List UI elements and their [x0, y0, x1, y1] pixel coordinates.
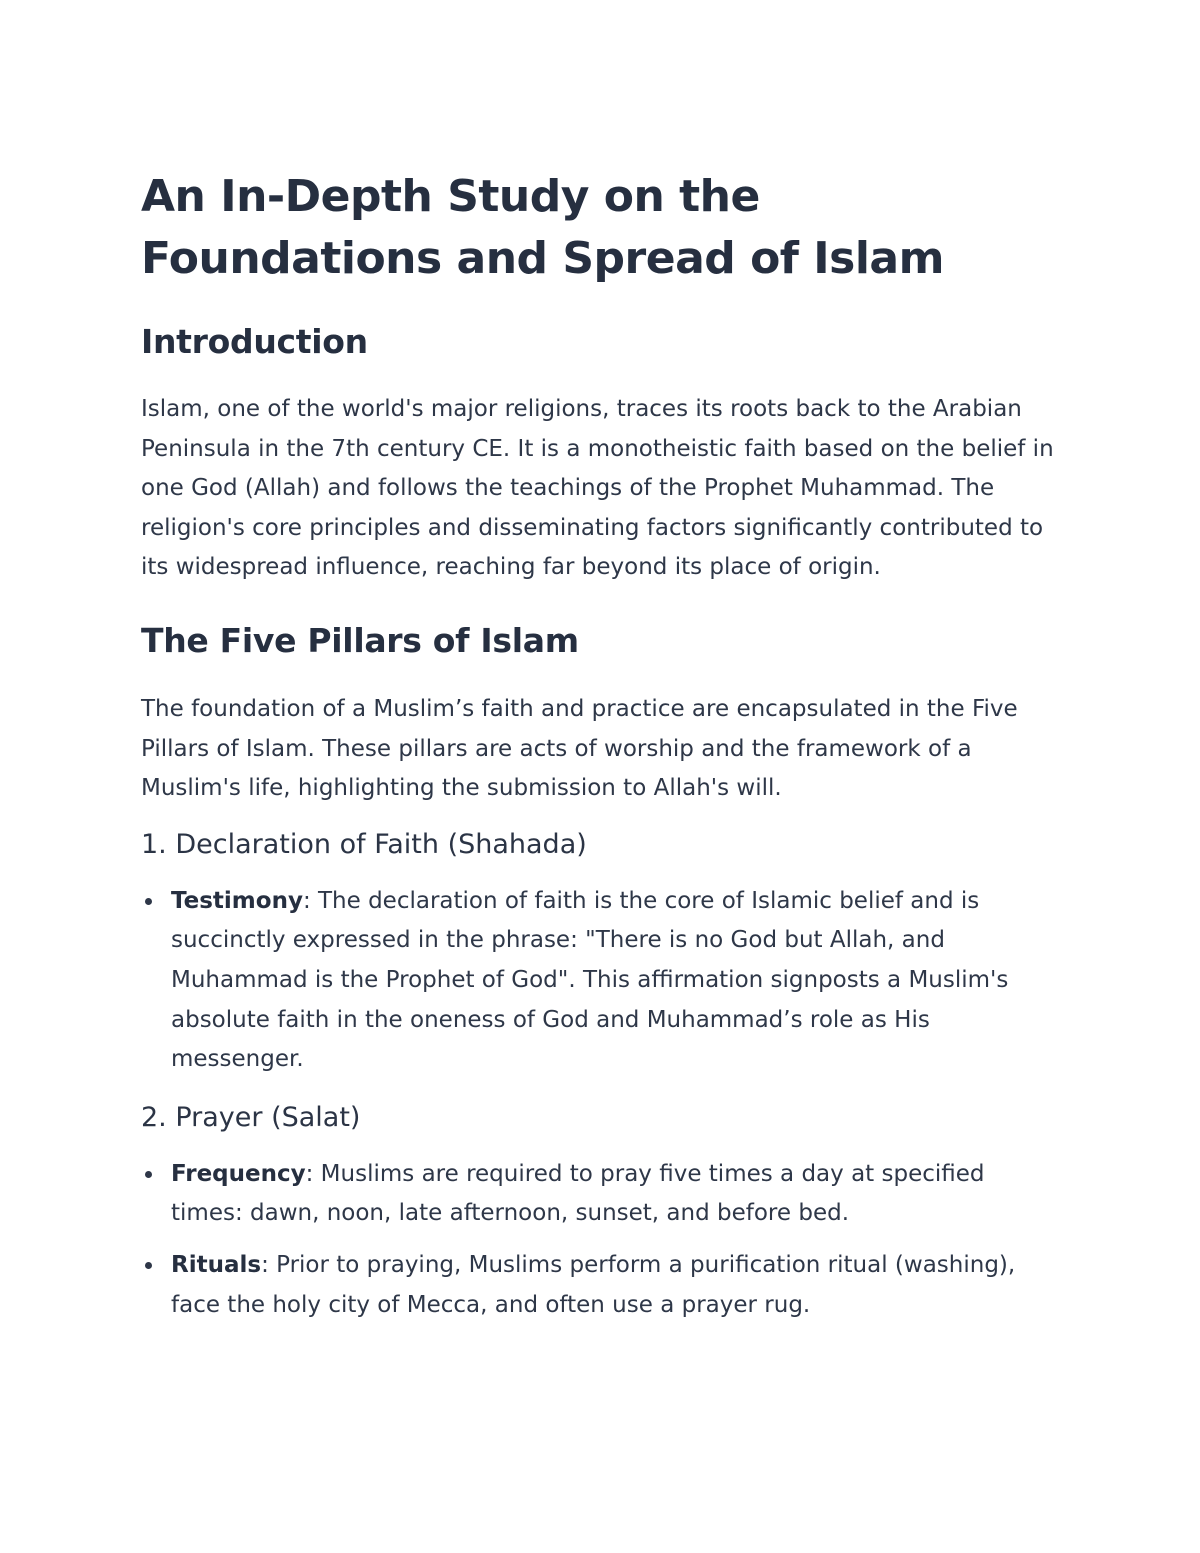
- bullet-text: : The declaration of faith is the core of Islamic belief and is succinctly expressed in the phrase: "There is no God but Allah, and Muhammad is the Prophet of God". This affirmation signposts a Muslim's absolute faith in the oneness of God and Muhammad’s role as His messenger.: [171, 887, 1009, 1073]
- salat-list: [141, 1155, 1060, 1325]
- document-title: An In-Depth Study on the Foundations and Spread of Islam: [141, 171, 944, 284]
- five-pillars-heading: The Five Pillars of Islam: [141, 620, 579, 660]
- bullet-term: Rituals: [171, 1251, 262, 1278]
- list-item: [141, 1155, 1060, 1234]
- bullet-term: Frequency: [171, 1160, 306, 1187]
- list-item: [141, 882, 1060, 1080]
- list-item: [141, 1246, 1060, 1325]
- salat-heading: 2. Prayer (Salat): [141, 1101, 361, 1133]
- bullet-text: : Prior to praying, Muslims perform a purification ritual (washing), face the holy city of Mecca, and often use a prayer rug.: [171, 1251, 1016, 1318]
- five-pillars-paragraph: The foundation of a Muslim’s faith and practice are encapsulated in the Five Pillars of Islam. These pillars are acts of worship and the framework of a Muslim's life, highlighting the submission to Allah's will.: [141, 695, 1018, 802]
- shahada-list: [141, 882, 1060, 1080]
- bullet-term: Testimony: [171, 887, 303, 914]
- introduction-paragraph: Islam, one of the world's major religions, traces its roots back to the Arabian Peninsula in the 7th century CE. It is a monotheistic faith based on the belief in one God (Allah) and follows the teachings of the Prophet Muhammad. The religion's core principles and disseminating factors significantly contributed to its widespread influence, reaching far beyond its place of origin.: [141, 396, 1054, 581]
- shahada-heading: 1. Declaration of Faith (Shahada): [141, 828, 587, 860]
- bullet-icon: [145, 1171, 152, 1178]
- introduction-heading: Introduction: [141, 322, 368, 361]
- bullet-icon: [145, 898, 152, 905]
- bullet-icon: [145, 1262, 152, 1269]
- bullet-text: : Muslims are required to pray five times a day at specified times: dawn, noon, late afternoon, sunset, and before bed.: [171, 1160, 985, 1227]
